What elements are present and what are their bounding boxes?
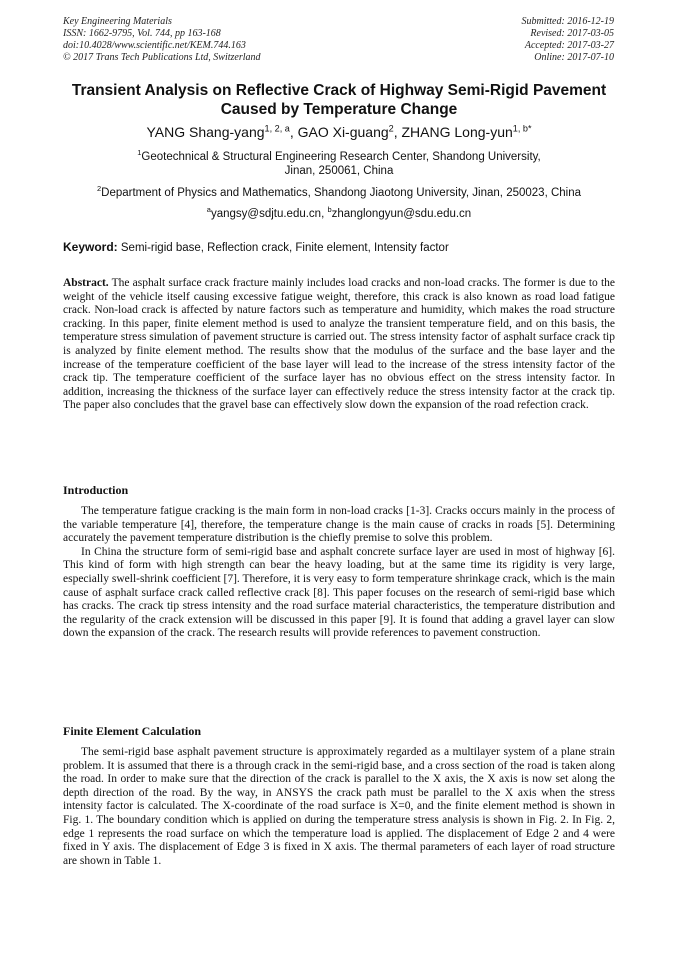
journal-info — [63, 16, 261, 64]
abstract-text: The asphalt surface crack fracture mainly includes load cracks and non-load cracks. The former is due to the weight of the vehicle itself causing excessive fatigue weight, therefore, this crack is also known as road load fatigue crack. Non-load crack is affected by nature factors such as temperature and humidity, which makes the road structure cracking. In this paper, finite element method is used to analyze the transient temperature field, and on this basis, the temperature stress simulation of pavement structure is carried out. The stress intensity factor of asphalt surface crack tip is analyzed by finite element method. The results show that the modulus of the surface and the base layer and the increase of the temperature coefficient of the base layer will lead to the increase of the stress intensity factor of the crack tip. The temperature coefficient of the surface layer has no obvious effect on the stress intensity factor. In addition, increasing the thickness of the surface layer can effectively reduce the stress intensity factor at the crack tip. The paper also concludes that the gravel base can effectively slow down the expansion of the road refection crack. — [63, 277, 615, 412]
date-info — [522, 16, 615, 64]
revised-date: Revised: 2017-03-05 — [530, 28, 614, 39]
author-sup: 1, b* — [512, 123, 532, 134]
author-sup: 1, 2, a — [264, 123, 290, 134]
affiliation-1 — [40, 150, 638, 178]
author-sep: , — [289, 124, 298, 140]
author-sup: 2 — [388, 123, 394, 134]
affiliation-1-line-2: Jinan, 250061, China — [284, 165, 394, 177]
keywords-label: Keyword: — [63, 240, 118, 254]
author-name: ZHANG Long-yun — [401, 124, 513, 140]
fec-heading: Finite Element Calculation — [63, 724, 201, 738]
doi-line: doi:10.4028/www.scientific.net/KEM.744.163 — [63, 40, 246, 51]
keywords-text: Semi-rigid base, Reflection crack, Finite element, Intensity factor — [117, 242, 449, 254]
author-name: YANG Shang-yang — [146, 124, 265, 140]
keywords — [63, 240, 615, 255]
copyright-line: © 2017 Trans Tech Publications Ltd, Switzerland — [63, 52, 261, 63]
introduction-body — [63, 505, 615, 641]
accepted-date: Accepted: 2017-03-27 — [524, 40, 614, 51]
email-b[interactable]: zhanglongyun@sdu.edu.cn — [331, 208, 472, 220]
email-sup: a — [206, 205, 211, 215]
affiliation-1-line-1: Geotechnical & Structural Engineering Research Center, Shandong University, — [141, 151, 541, 163]
introduction-paragraph-2: In China the structure form of semi-rigid base and asphalt concrete surface layer are used in most of highway [6]. This kind of form with high strength can bear the heavy loading, but at the same time its rigidity is very large, especially swell-shrink coefficient [7]. Therefore, it is very easy to form temperature shrinkage crack, which is the main cause of asphalt surface crack called reflective crack [8]. This paper focuses on the research of semi-rigid base which has cracks. The crack tip stress intensity and the road surface material characteristics, the temperature distribution and the regularity of the crack extension will be discussed in this paper [9]. It is found that adding a gravel layer can slow down the expansion of the crack. The research results will provide references to pavement construction. — [63, 545, 615, 640]
abstract — [63, 277, 615, 413]
author-name: GAO Xi-guang — [297, 124, 389, 140]
email-a[interactable]: yangsy@sdjtu.edu.cn, — [210, 208, 328, 220]
affiliation-2 — [40, 186, 638, 200]
fec-paragraph-1: The semi-rigid base asphalt pavement structure is approximately regarded as a multilayer system of a plane strain problem. It is assumed that there is a through crack in the semi-rigid base, and a cross section of the road is taken along the road. In order to make sure that the direction of the crack is parallel to the X axis, the X axis is now set along the depth direction of the road. By the way, in ANSYS the crack path must be parallel to the X axis when the stress intensity factor is calculated. The X-coordinate of the road surface is X=0, and the finite element method is shown in Fig. 1. The boundary condition which is applied on during the temperature stress analysis is shown in Fig. 2. In Fig. 2, edge 1 represents the road surface on which the temperature load is applied. The displacement of Edge 2 and 4 were fixed in Y axis. The displacement of Edge 3 is fixed in X axis. The thermal parameters of each layer of road structure are shown in Table 1. — [63, 746, 615, 867]
online-date: Online: 2017-07-10 — [534, 52, 614, 63]
issn-line: ISSN: 1662-9795, Vol. 744, pp 163-168 — [63, 28, 221, 39]
affiliation-sup: 2 — [96, 184, 102, 194]
introduction-heading: Introduction — [63, 483, 129, 497]
affiliation-2-text: Department of Physics and Mathematics, Shandong Jiaotong University, Jinan, 250023, China — [101, 187, 582, 199]
author-sep: , — [393, 124, 402, 140]
paper-title: Transient Analysis on Reflective Crack of Highway Semi-Rigid Pavement Caused by Temperature Change — [71, 82, 607, 118]
email-line — [40, 207, 638, 221]
introduction-paragraph-1: The temperature fatigue cracking is the main form in non-load cracks [1-3]. Cracks occurs mainly in the process of the variable temperature [4], therefore, the temperature change is the main cause of cracks in roads [5]. Determining accurately the pavement temperature distribution is the chiefly premise to solve this problem. — [63, 505, 615, 545]
fec-body — [63, 746, 615, 868]
affiliation-sup: 1 — [137, 148, 142, 158]
submitted-date: Submitted: 2016-12-19 — [521, 16, 614, 27]
author-list — [40, 124, 638, 140]
abstract-label: Abstract. — [63, 277, 109, 289]
journal-name: Key Engineering Materials — [63, 16, 172, 27]
email-sup: b — [327, 205, 332, 215]
